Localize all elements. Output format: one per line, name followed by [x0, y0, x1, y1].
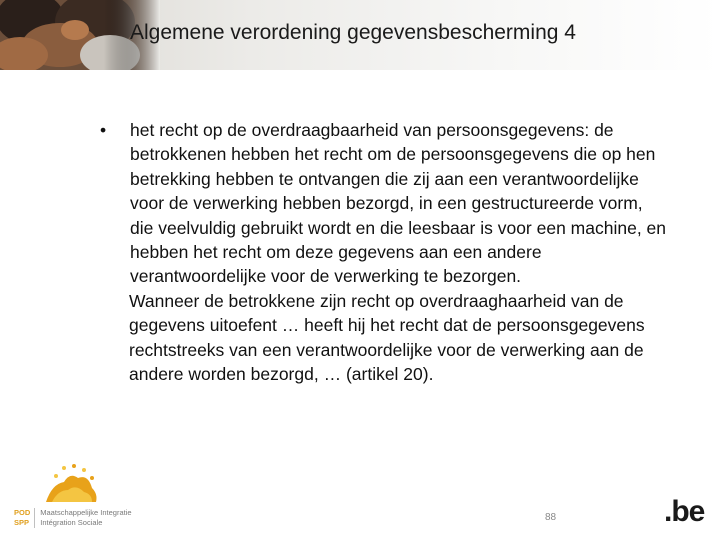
page-number: 88 — [545, 512, 557, 523]
logo-name-fr: Intégration Sociale — [40, 518, 103, 527]
bullet-marker: • — [100, 120, 107, 140]
logo-name-nl: Maatschappelijke Integratie — [40, 508, 132, 517]
logo-code-spp: SPP — [14, 518, 30, 527]
be-logo: .be — [664, 495, 705, 528]
logo-codes — [14, 508, 35, 528]
bullet-text: het recht op de overdraagbaarheid van persoonsgegevens: de betrokkenen hebben het recht om de persoonsgegevens die op hen betrekking hebben te ontvangen die zij aan een verantwoordelijke voor de verwerking hebben bezorgd, in een gestructureerde vorm, die veelvuldig gebruikt wordt en die leesbaar is voor een machine, en hebben het recht om deze gegevens aan een andere verantwoordelijke voor de verwerking te bezorgen. — [130, 120, 667, 287]
sun-logo-icon — [42, 462, 100, 506]
organization-logo — [12, 462, 162, 534]
slide-title: Algemene verordening gegevensbescherming 4 — [130, 21, 576, 44]
logo-names — [40, 508, 131, 528]
logo-text — [14, 508, 132, 528]
body-paragraph: Wanneer de betrokkene zijn recht op overdraaghaarheid van de gegevens uitoefent … heeft hij het recht dat de persoonsgegevens rechtstreeks van een verantwoordelijke voor de verwerking aan de andere worden bezorgd, … (artikel 20). — [129, 290, 645, 385]
bullet-item — [100, 118, 690, 289]
logo-code-pod: POD — [14, 508, 31, 517]
slide-body — [100, 118, 690, 386]
